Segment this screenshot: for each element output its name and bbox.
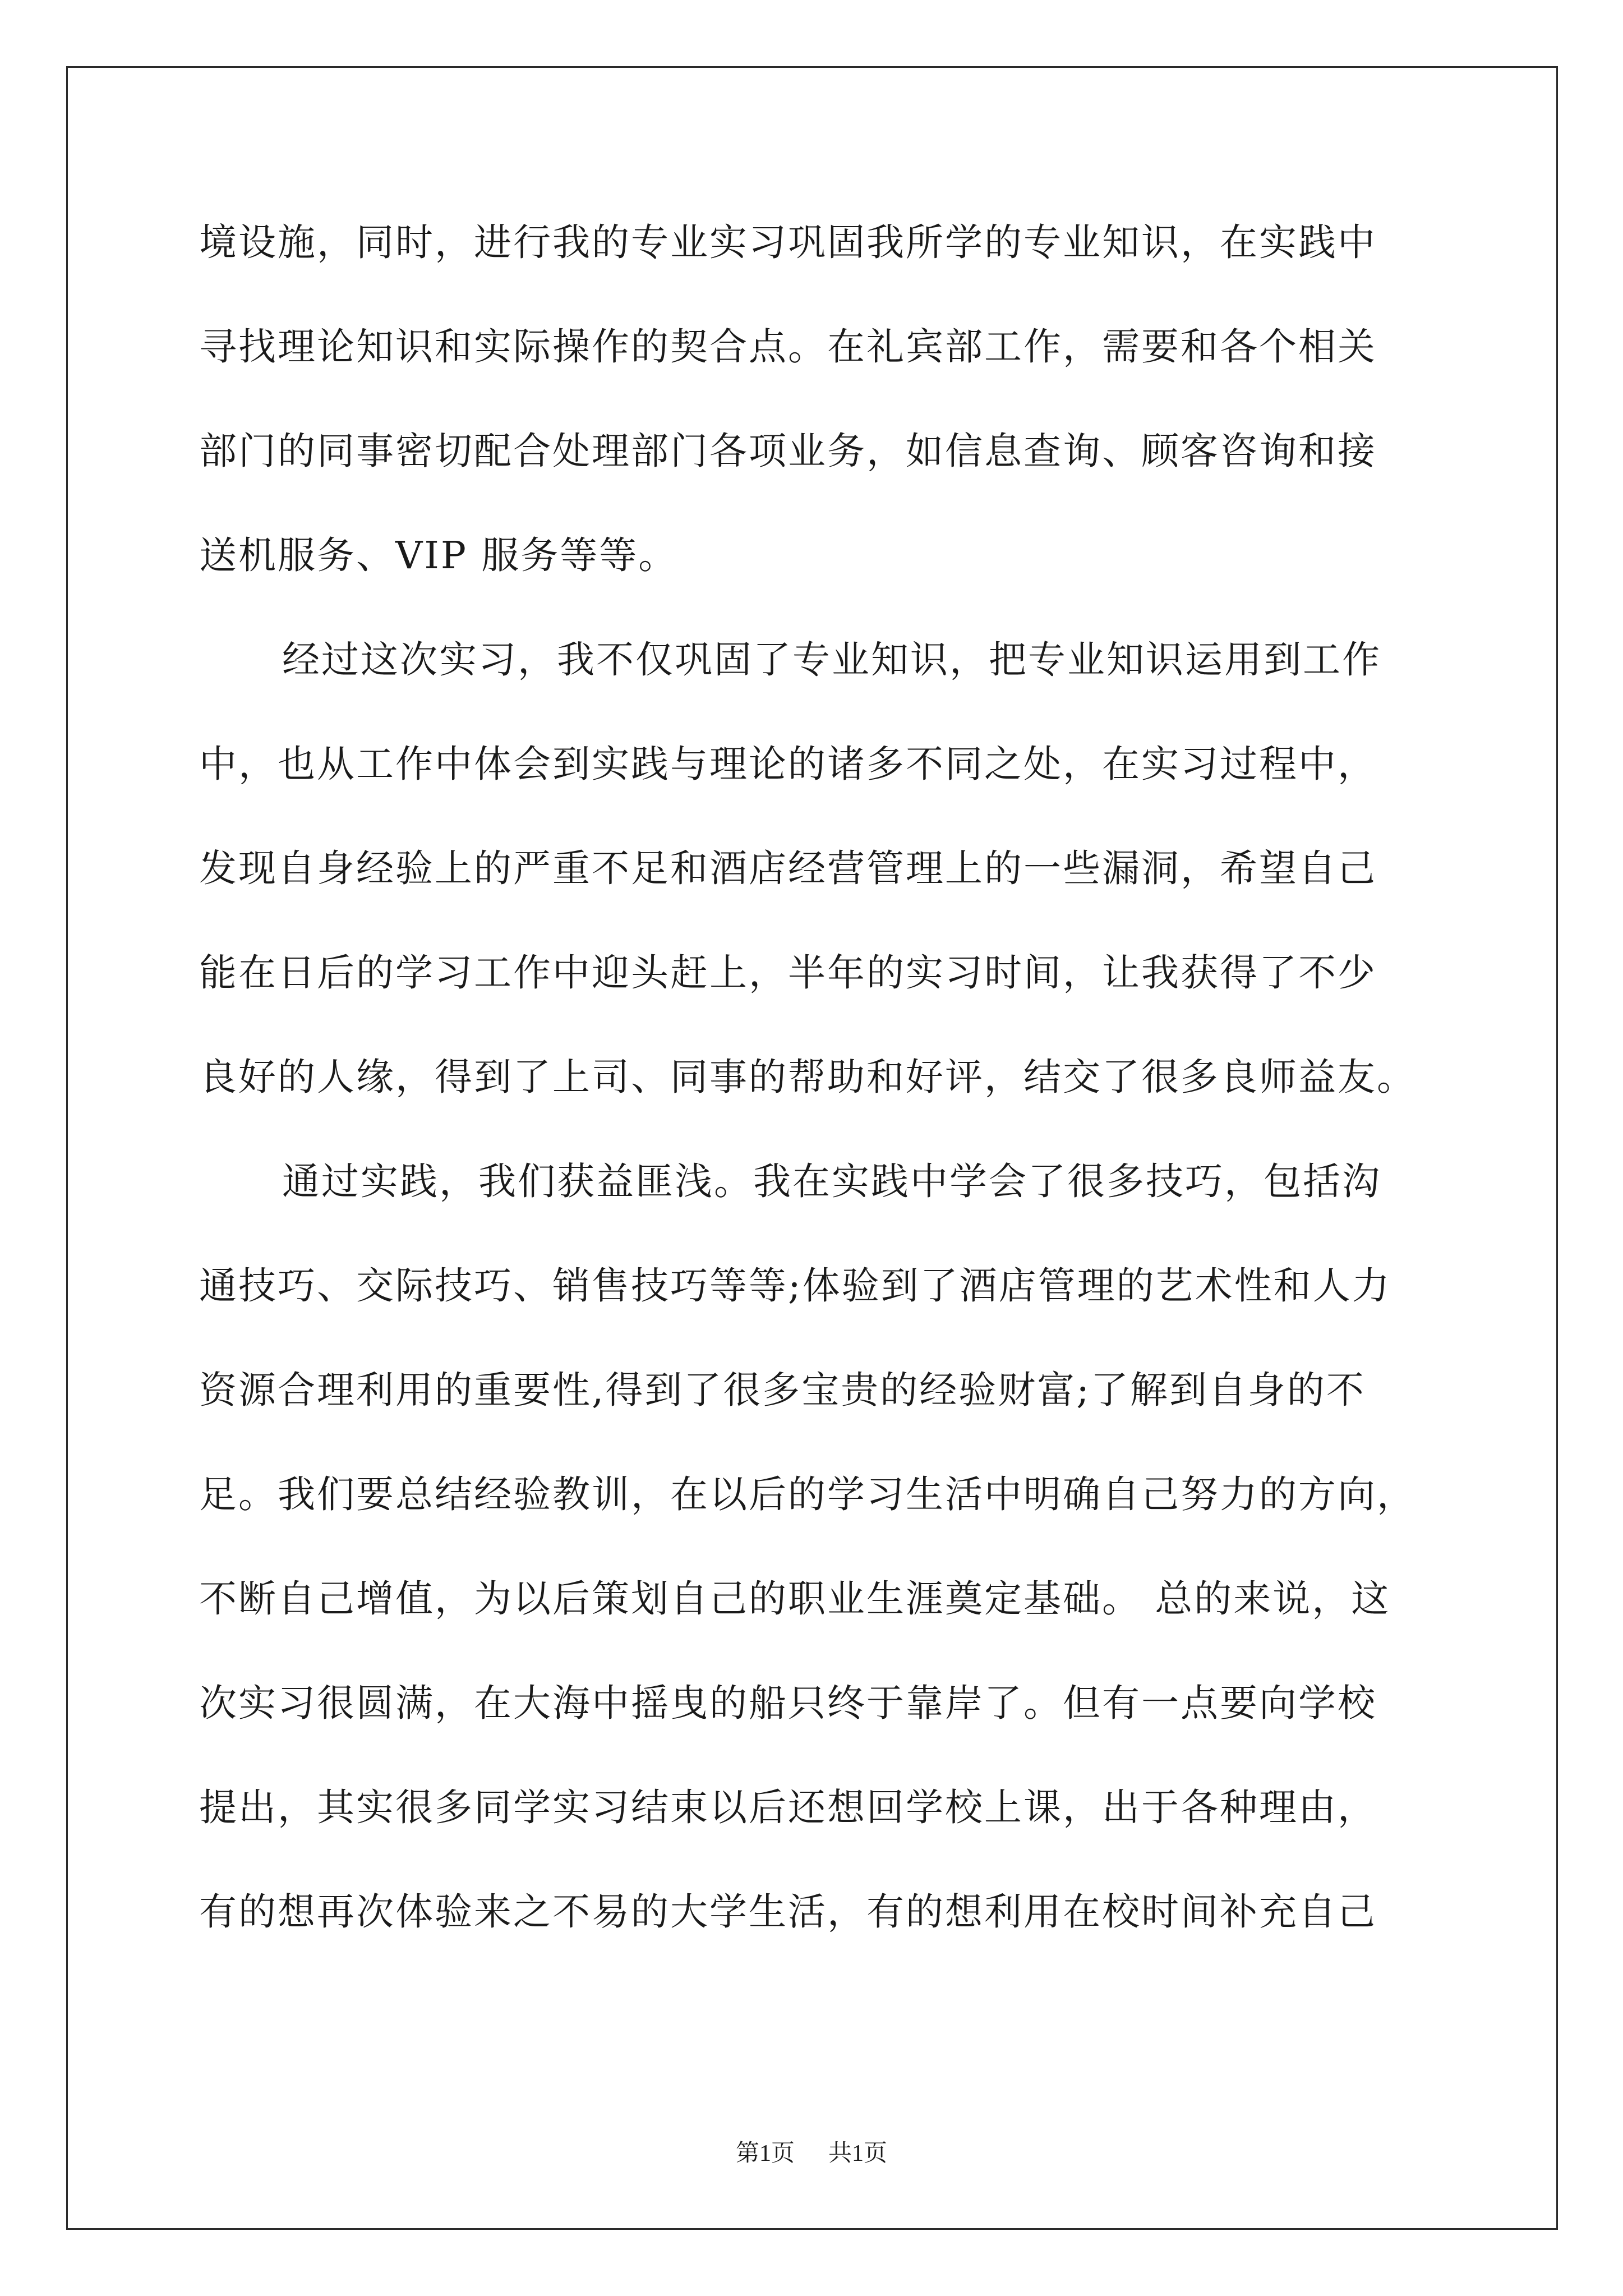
text-line: 通技巧、交际技巧、销售技巧等等;体验到了酒店管理的艺术性和人力 bbox=[199, 1264, 1391, 1308]
text-line: 提出，其实很多同学实习结束以后还想回学校上课，出于各种理由， bbox=[199, 1786, 1377, 1829]
text-line: 次实习很圆满，在大海中摇曳的船只终于靠岸了。但有一点要向学校 bbox=[199, 1681, 1377, 1725]
text-line: 境设施，同时，进行我的专业实习巩固我所学的专业知识，在实践中 bbox=[199, 220, 1377, 264]
text-line: 中，也从工作中体会到实践与理论的诸多不同之处，在实习过程中， bbox=[199, 742, 1377, 786]
text-line: 部门的同事密切配合处理部门各项业务，如信息查询、顾客咨询和接 bbox=[199, 429, 1377, 473]
text-line: 通过实践，我们获益匪浅。我在实践中学会了很多技巧，包括沟 bbox=[282, 1159, 1381, 1203]
text-line: 不断自己增值，为以后策划自己的职业生涯奠定基础。 总的来说，这 bbox=[199, 1577, 1391, 1621]
text-line: 发现自身经验上的严重不足和酒店经营管理上的一些漏洞，希望自己 bbox=[199, 846, 1377, 890]
text-line: 能在日后的学习工作中迎头赶上，半年的实习时间，让我获得了不少 bbox=[199, 951, 1377, 995]
text-line: 良好的人缘，得到了上司、同事的帮助和好评，结交了很多良师益友。 bbox=[199, 1055, 1416, 1099]
text-line: 经过这次实习，我不仅巩固了专业知识，把专业知识运用到工作 bbox=[282, 638, 1381, 682]
text-line: 资源合理利用的重要性,得到了很多宝贵的经验财富;了解到自身的不 bbox=[199, 1368, 1366, 1412]
text-line: 有的想再次体验来之不易的大学生活，有的想利用在校时间补充自己 bbox=[199, 1890, 1377, 1934]
text-line: 足。我们要总结经验教训，在以后的学习生活中明确自己努力的方向， bbox=[199, 1473, 1416, 1516]
text-line: 寻找理论知识和实际操作的契合点。在礼宾部工作，需要和各个相关 bbox=[199, 325, 1377, 369]
page-number-total: 共1页 bbox=[828, 2141, 888, 2166]
page-number-current: 第1页 bbox=[735, 2141, 795, 2166]
text-line: 送机服务、VIP 服务等等。 bbox=[199, 533, 678, 577]
page-footer bbox=[0, 2134, 1623, 2168]
